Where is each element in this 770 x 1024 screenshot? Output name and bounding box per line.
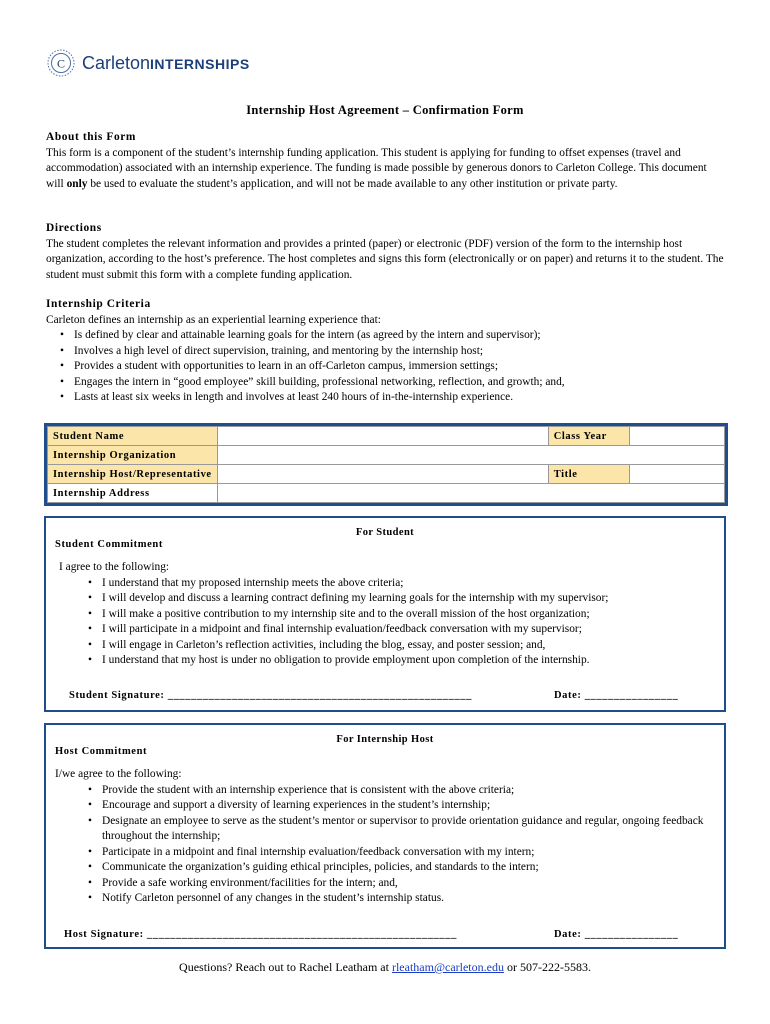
student-commitment-list <box>59 576 709 669</box>
host-date-line[interactable]: Date: ________________ <box>554 929 679 940</box>
footer-text: Questions? Reach out to Rachel Leatham at <box>179 960 392 974</box>
student-intro: I agree to the following: <box>59 561 170 573</box>
footer-phone-text: or 507-222-5583. <box>503 960 591 974</box>
directions-heading: Directions <box>46 222 102 234</box>
class-year-label: Class Year <box>548 427 629 446</box>
form-title: Internship Host Agreement – Confirmation Form <box>246 103 524 117</box>
criteria-heading: Internship Criteria <box>46 298 151 310</box>
list-item: • I understand that my host is under no obligation to provide employment upon completion of the internship. <box>102 653 709 669</box>
list-item: • Encourage and support a diversity of learning experiences in the student’s internship; <box>102 798 705 814</box>
address-label: Internship Address <box>48 484 218 503</box>
directions-text: The student completes the relevant information and provides a printed (paper) or electronic (PDF) version of the form to the internship host organization, according to the host’s preference. The host completes and signs this form (electronically or on paper) and returns it to the student. The student must submit this form with a complete funding application. <box>46 237 724 281</box>
list-item: • Participate in a midpoint and final internship evaluation/feedback conversation with my intern; <box>102 845 705 861</box>
logo-wordmark: CarletonINTERNSHIPS <box>82 52 250 73</box>
address-field[interactable] <box>217 484 724 503</box>
student-info-table <box>44 423 728 506</box>
list-item: • I understand that my proposed internship meets the above criteria; <box>102 576 709 592</box>
student-commitment-heading: Student Commitment <box>55 539 163 550</box>
criteria-list <box>46 328 726 406</box>
svg-text:C: C <box>56 56 66 71</box>
list-item: • Provides a student with opportunities to learn in an off-Carleton campus, immersion settings; <box>74 359 726 375</box>
host-intro: I/we agree to the following: <box>55 768 182 780</box>
college-seal-icon <box>46 48 76 78</box>
title-label: Title <box>548 465 629 484</box>
about-heading: About this Form <box>46 131 137 143</box>
host-box-title: For Internship Host <box>336 734 434 745</box>
host-commitment-list <box>55 783 705 907</box>
about-text: This form is a component of the student’s internship funding application. This student is applying for funding to offset expenses (travel and accommodation) associated with an internship experience. The funding is made possible by generous donors to Carleton College. This document will only be used to evaluate the student’s application, and will not be made available to any other institution or private party. <box>46 146 707 190</box>
list-item: • I will participate in a midpoint and final internship evaluation/feedback conversation with my supervisor; <box>102 622 709 638</box>
student-commitment-content <box>59 560 709 669</box>
list-item: • Is defined by clear and attainable learning goals for the intern (as agreed by the intern and supervisor); <box>74 328 726 344</box>
criteria-section <box>46 297 726 406</box>
list-item: • Involves a high level of direct supervision, training, and mentoring by the internship host; <box>74 344 726 360</box>
student-name-field[interactable] <box>217 427 548 446</box>
student-date-line[interactable]: Date: ________________ <box>554 690 679 701</box>
list-item: • Communicate the organization’s guiding ethical principles, policies, and standards to the intern; <box>102 860 705 876</box>
list-item: • Provide a safe working environment/facilities for the intern; and, <box>102 876 705 892</box>
title-field[interactable] <box>629 465 724 484</box>
class-year-field[interactable] <box>629 427 724 446</box>
host-signature-line[interactable]: Host Signature: _____________________________________________________ <box>64 929 457 940</box>
about-section <box>46 130 726 192</box>
list-item: • Designate an employee to serve as the student’s mentor or supervisor to provide orientation guidance and regular, ongoing feedback throughout the internship; <box>102 814 705 845</box>
email-link[interactable]: rleatham@carleton.edu <box>391 960 504 974</box>
directions-section <box>46 221 726 283</box>
carleton-internships-logo <box>46 48 250 78</box>
host-commitment-box <box>44 723 726 949</box>
list-item: • Engages the intern in “good employee” skill building, professional networking, reflection, and growth; and, <box>74 375 726 391</box>
list-item: • I will make a positive contribution to my internship site and to the overall mission of the host organization; <box>102 607 709 623</box>
list-item: • I will develop and discuss a learning contract defining my learning goals for the internship with my supervisor; <box>102 591 709 607</box>
host-commitment-content <box>55 767 705 907</box>
host-representative-label: Internship Host/Representative <box>48 465 218 484</box>
list-item: • Notify Carleton personnel of any changes in the student’s internship status. <box>102 891 705 907</box>
criteria-intro: Carleton defines an internship as an experiential learning experience that: <box>46 313 381 326</box>
host-representative-field[interactable] <box>217 465 548 484</box>
student-signature-line[interactable]: Student Signature: ____________________________________________________ <box>69 690 472 701</box>
host-commitment-heading: Host Commitment <box>55 746 148 757</box>
student-box-title: For Student <box>355 527 415 538</box>
list-item: • Provide the student with an internship experience that is consistent with the above criteria; <box>102 783 705 799</box>
organization-field[interactable] <box>217 446 724 465</box>
contact-footer <box>0 960 770 975</box>
list-item: • I will engage in Carleton’s reflection activities, including the blog, essay, and poster session; and, <box>102 638 709 654</box>
student-name-label: Student Name <box>48 427 218 446</box>
organization-label: Internship Organization <box>48 446 218 465</box>
list-item: • Lasts at least six weeks in length and involves at least 240 hours of in-the-internship experience. <box>74 390 726 406</box>
student-commitment-box <box>44 516 726 712</box>
